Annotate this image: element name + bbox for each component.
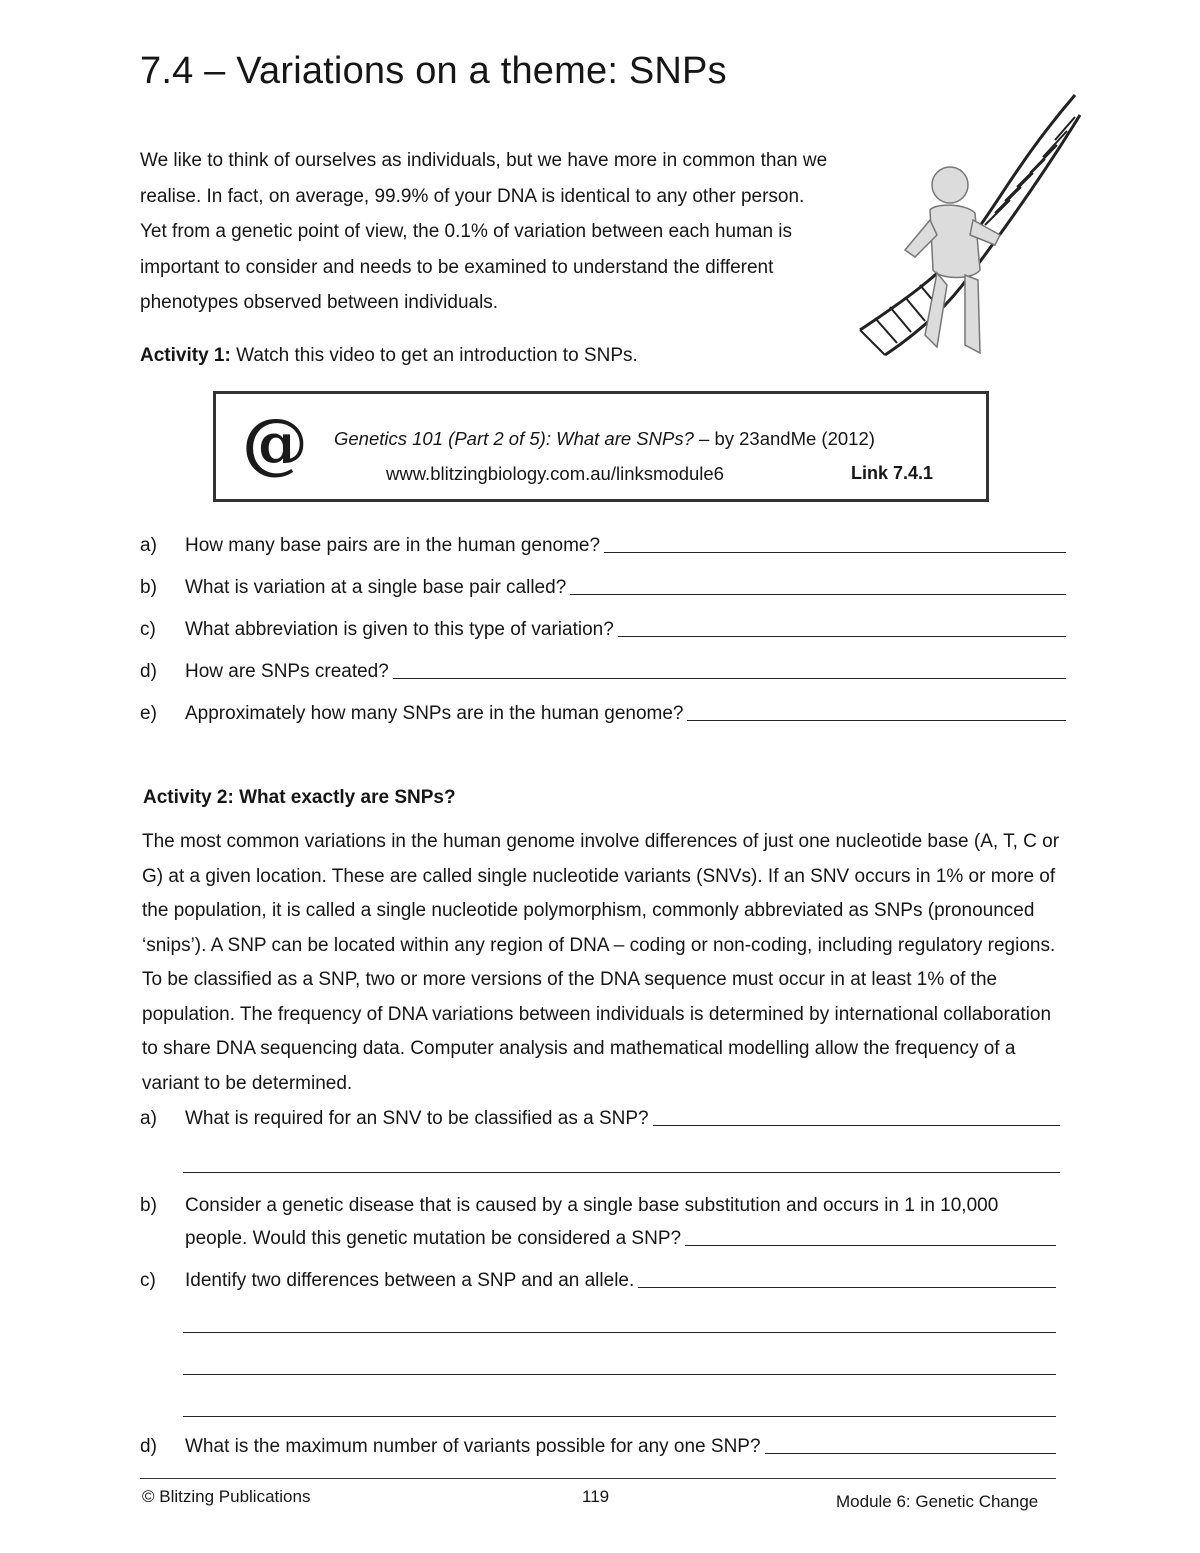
footer-module: Module 6: Genetic Change [836, 1492, 1039, 1511]
at-link-icon: @ [242, 404, 308, 482]
question-text: Identify two differences between a SNP and an allele. [185, 1270, 635, 1291]
question-text: What abbreviation is given to this type of variation? [185, 619, 614, 640]
question-letter: a) [140, 535, 157, 556]
question-1d [140, 661, 1066, 683]
page-number: 119 [582, 1487, 610, 1506]
footer-copyright: © Blitzing Publications [142, 1487, 311, 1506]
question-letter: c) [140, 1270, 156, 1291]
footer-divider [140, 1478, 1056, 1479]
question-1a [140, 535, 1066, 557]
question-2b-line1 [140, 1195, 1060, 1217]
question-text: Consider a genetic disease that is caused by a single base substitution and occurs in 1 in 10,000 [185, 1195, 999, 1216]
answer-line[interactable] [638, 1286, 1056, 1288]
activity-1-text: Watch this video to get an introduction to SNPs. [236, 345, 638, 366]
answer-line[interactable] [183, 1374, 1056, 1375]
question-2c [140, 1270, 1056, 1292]
question-1e [140, 703, 1066, 725]
answer-line[interactable] [653, 1124, 1060, 1126]
question-text: How many base pairs are in the human genome? [185, 535, 601, 556]
question-2d [140, 1436, 1056, 1458]
answer-line[interactable] [604, 551, 1066, 553]
answer-line[interactable] [183, 1172, 1060, 1173]
video-byline: – by 23andMe (2012) [699, 428, 875, 449]
question-text: Approximately how many SNPs are in the human genome? [185, 703, 684, 724]
answer-line[interactable] [687, 719, 1066, 721]
question-text: How are SNPs created? [185, 661, 389, 682]
intro-paragraph: We like to think of ourselves as individuals, but we have more in common than we realise. In fact, on average, 99.9% of your DNA is identical to any other person. Yet from a genetic point of view, the 0.1% of variation between each human is important to consider and needs to be examined to understand the different phenotypes observed between individuals. [140, 150, 828, 313]
answer-line[interactable] [765, 1452, 1056, 1454]
question-2a [140, 1108, 1060, 1130]
dna-helix-illustration [845, 85, 1090, 370]
question-letter: b) [140, 577, 157, 598]
answer-line[interactable] [183, 1416, 1056, 1417]
activity-2-paragraph: The most common variations in the human genome involve differences of just one nucleotide base (A, T, C or G) at a given location. These are called single nucleotide variants (SNVs). If an SNV occurs in 1% or more of the population, it is called a single nucleotide polymorphism, commonly abbreviated as SNPs (pronounced ‘snips’). A SNP can be located within any region of DNA – coding or non-coding, including regulatory regions. To be classified as a SNP, two or more versions of the DNA sequence must occur in at least 1% of the population. The frequency of DNA variations between individuals is determined by international collaboration to share DNA sequencing data. Computer analysis and mathematical modelling allow the frequency of a variant to be determined. [142, 831, 1060, 1094]
activity-1-instruction [140, 345, 638, 367]
question-1c [140, 619, 1066, 641]
answer-line[interactable] [618, 635, 1066, 637]
question-letter: d) [140, 1436, 157, 1457]
question-2b-line2 [140, 1228, 1056, 1250]
question-letter: a) [140, 1108, 157, 1129]
question-text: What is the maximum number of variants possible for any one SNP? [185, 1436, 761, 1457]
question-letter: b) [140, 1195, 157, 1216]
video-url[interactable]: www.blitzingbiology.com.au/linksmodule6 [386, 463, 724, 484]
video-link-box[interactable] [213, 391, 989, 502]
question-text: What is variation at a single base pair called? [185, 577, 567, 598]
answer-line[interactable] [685, 1244, 1056, 1246]
question-text: What is required for an SNV to be classified as a SNP? [185, 1108, 649, 1129]
question-letter: e) [140, 703, 157, 724]
activity-1-label: Activity 1: [140, 345, 231, 366]
answer-line[interactable] [570, 593, 1066, 595]
video-link-number: Link 7.4.1 [851, 463, 934, 483]
question-1b [140, 577, 1066, 599]
question-text: people. Would this genetic mutation be considered a SNP? [185, 1228, 682, 1249]
answer-line[interactable] [393, 677, 1066, 679]
video-title [334, 428, 875, 450]
answer-line[interactable] [183, 1332, 1056, 1333]
activity-2-heading: Activity 2: What exactly are SNPs? [143, 787, 456, 808]
video-title-italic: Genetics 101 (Part 2 of 5): What are SNPs? [334, 428, 694, 449]
question-letter: c) [140, 619, 156, 640]
page-title: 7.4 – Variations on a theme: SNPs [140, 50, 727, 92]
question-letter: d) [140, 661, 157, 682]
